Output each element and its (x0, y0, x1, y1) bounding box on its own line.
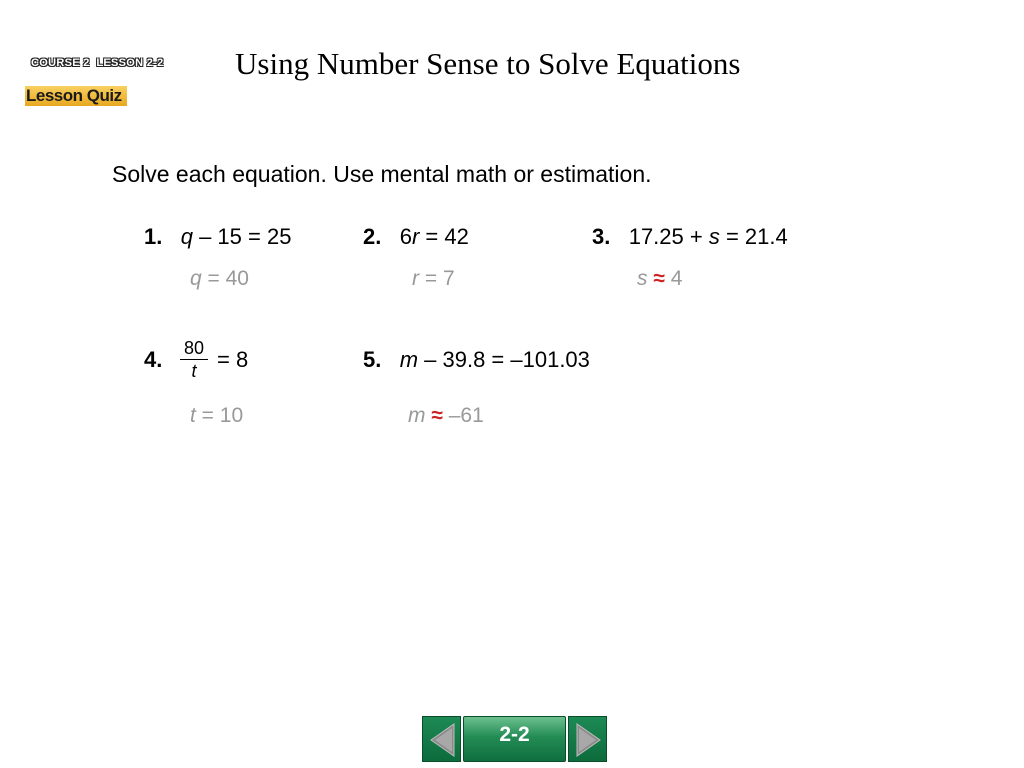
answer-variable: m (408, 404, 426, 427)
answer-4 (190, 404, 243, 428)
problem-equation: – 39.8 = –101.03 (418, 347, 590, 372)
approx-sign: ≈ (431, 404, 443, 427)
triangle-right-icon (569, 717, 608, 763)
slide-navigation (422, 716, 608, 762)
problem-4-number (144, 347, 162, 373)
problem-number: 2. (363, 224, 382, 249)
answer-value: 7 (442, 267, 455, 290)
answer-variable: t (190, 404, 196, 427)
answer-value: 10 (219, 404, 244, 427)
answer-5 (408, 404, 484, 428)
answer-relation: = (195, 404, 220, 427)
problem-5 (363, 347, 590, 373)
problem-1 (144, 224, 291, 250)
fraction-denominator: t (191, 361, 197, 381)
problem-3 (592, 224, 788, 250)
problem-coefficient: 6 (399, 224, 412, 249)
answer-value: 4 (670, 267, 683, 290)
answer-relation: = (201, 267, 226, 290)
problem-number: 5. (363, 347, 382, 372)
answer-2 (412, 267, 455, 291)
triangle-left-icon (423, 717, 462, 763)
approx-sign: ≈ (653, 267, 665, 290)
answer-value: –61 (448, 404, 484, 427)
problem-2 (363, 224, 469, 250)
instructions: Solve each equation. Use mental math or estimation. (112, 161, 652, 187)
slide-number: 2-2 (499, 723, 530, 746)
problem-number: 3. (592, 224, 611, 249)
problem-4-fraction (180, 338, 208, 382)
answer-3 (637, 267, 682, 291)
page-title: Using Number Sense to Solve Equations (235, 46, 741, 81)
answer-variable: q (190, 267, 202, 290)
answer-value: 40 (225, 267, 249, 290)
problem-number: 1. (144, 224, 163, 249)
problem-equation: = 42 (419, 224, 469, 249)
lesson-quiz-badge (25, 86, 127, 106)
problem-variable: r (411, 224, 420, 249)
fraction-numerator: 80 (180, 338, 208, 360)
next-slide-button[interactable] (568, 716, 607, 762)
course-lesson-label: COURSE 2 LESSON 2-2 (31, 57, 164, 69)
answer-variable: r (412, 267, 419, 290)
problem-4-equation: = 8 (217, 347, 249, 372)
problem-variable: s (708, 224, 720, 249)
problem-number: 4. (144, 347, 163, 372)
lesson-quiz-label: Lesson Quiz (26, 86, 122, 105)
answer-1 (190, 267, 249, 291)
problem-variable: m (399, 347, 419, 372)
slide-number-badge (463, 716, 566, 762)
problem-equation: = 21.4 (719, 224, 788, 249)
answer-variable: s (637, 267, 648, 290)
problem-variable: q (180, 224, 193, 249)
previous-slide-button[interactable] (422, 716, 461, 762)
problem-prefix: 17.25 + (628, 224, 709, 249)
problem-equation: – 15 = 25 (192, 224, 292, 249)
answer-relation: = (419, 267, 443, 290)
